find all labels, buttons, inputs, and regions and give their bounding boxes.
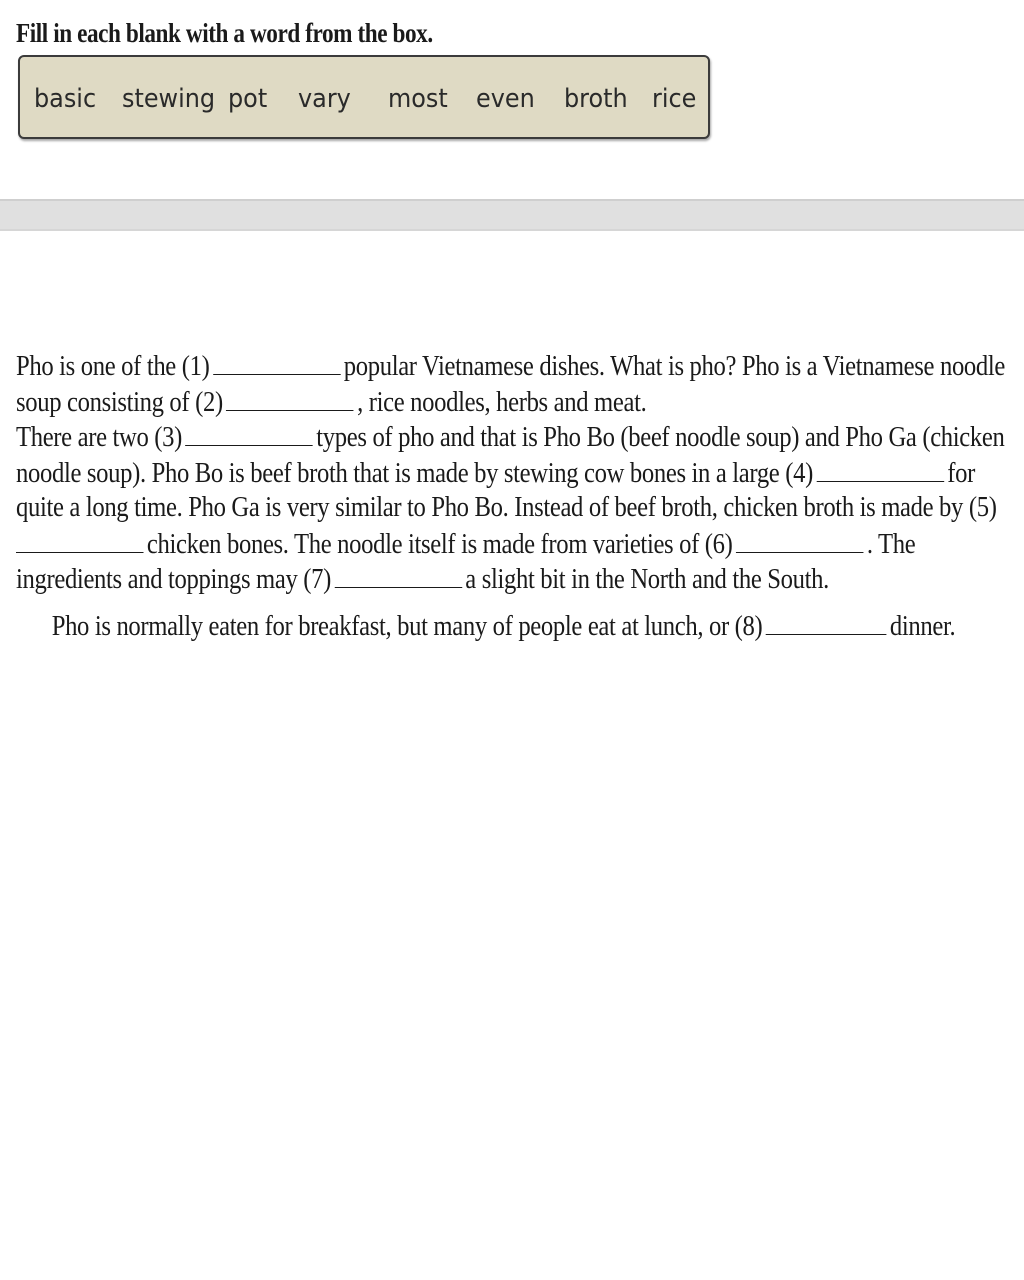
blank-7[interactable] bbox=[334, 561, 462, 588]
passage-text: a slight bit in the North and the South. bbox=[465, 563, 829, 595]
passage-text: Pho is normally eaten for breakfast, but many of people eat at lunch, or (8) bbox=[51, 609, 763, 642]
blank-6[interactable] bbox=[736, 526, 864, 553]
blank-2[interactable] bbox=[226, 384, 354, 411]
blank-3[interactable] bbox=[185, 419, 313, 446]
passage-text: , rice noodles, herbs and meat. bbox=[357, 385, 647, 418]
passage-line bbox=[16, 348, 1019, 384]
blank-4[interactable] bbox=[816, 455, 944, 482]
instruction-heading: Fill in each blank with a word from the box. bbox=[16, 18, 433, 48]
word-basic: basic bbox=[34, 84, 97, 114]
word-box bbox=[18, 55, 710, 139]
word-most: most bbox=[388, 84, 448, 114]
passage-text: quite a long time. Pho Ga is very similar to Pho Bo. Instead of beef broth, chicken broth is made by (5) bbox=[16, 491, 997, 523]
passage-text: popular Vietnamese dishes. What is pho? Pho is a Vietnamese noodle bbox=[343, 350, 1006, 382]
passage-text: noodle soup). Pho Bo is beef broth that is made by stewing cow bones in a large (4) bbox=[16, 456, 813, 489]
blank-1[interactable] bbox=[213, 348, 341, 375]
blank-5[interactable] bbox=[16, 526, 144, 553]
word-rice: rice bbox=[652, 84, 697, 114]
divider-band bbox=[0, 199, 1024, 231]
passage-text: chicken bones. The noodle itself is made from varieties of (6) bbox=[146, 527, 733, 560]
passage-line bbox=[16, 455, 1019, 491]
word-pot: pot bbox=[228, 84, 268, 114]
passage-text: There are two (3) bbox=[16, 421, 182, 453]
passage-text: dinner. bbox=[889, 609, 956, 642]
passage-text: ingredients and toppings may (7) bbox=[16, 563, 331, 595]
passage-text: Pho is one of the (1) bbox=[16, 350, 210, 382]
passage-line bbox=[16, 561, 1019, 597]
word-stewing: stewing bbox=[122, 84, 216, 114]
passage-line bbox=[16, 384, 1019, 420]
blank-8[interactable] bbox=[766, 608, 887, 635]
passage-text: . The bbox=[866, 527, 916, 560]
passage-text: for bbox=[947, 456, 975, 489]
passage-text: types of pho and that is Pho Bo (beef noodle soup) and Pho Ga (chicken bbox=[316, 421, 1005, 453]
passage-line bbox=[16, 608, 1019, 644]
passage bbox=[16, 348, 1019, 643]
word-even: even bbox=[476, 84, 535, 114]
word-broth: broth bbox=[564, 84, 628, 114]
word-vary: vary bbox=[298, 84, 351, 114]
passage-line bbox=[16, 526, 1019, 562]
passage-line bbox=[16, 419, 1019, 455]
passage-line bbox=[16, 490, 1019, 526]
passage-text: soup consisting of (2) bbox=[16, 385, 223, 418]
